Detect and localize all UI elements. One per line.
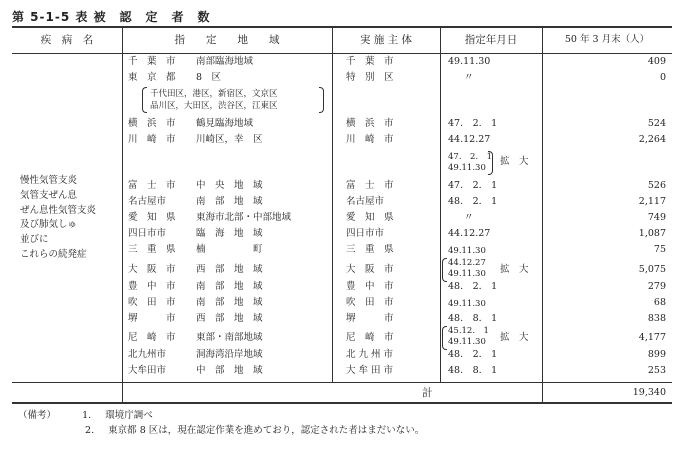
row-count: 68 bbox=[653, 297, 666, 308]
wards-bracket-right bbox=[319, 87, 324, 113]
certified-patients-table bbox=[12, 26, 672, 402]
total-label: 計 bbox=[422, 387, 433, 399]
rule-top bbox=[12, 26, 672, 28]
row-entity: 堺 市 bbox=[346, 313, 394, 324]
row-entity: 四日市市 bbox=[346, 228, 385, 239]
row-area: 臨 海 地 域 bbox=[196, 228, 263, 239]
row-area: 南部臨海地域 bbox=[196, 56, 254, 67]
row-count: 899 bbox=[647, 349, 666, 360]
row-city: 千 葉 市 bbox=[128, 56, 176, 67]
header-entity: 実 施 主 体 bbox=[359, 34, 412, 46]
disease-line: 気管支ぜん息 bbox=[20, 189, 78, 201]
row-count: 524 bbox=[647, 118, 666, 129]
row-date: 49.11.30 bbox=[448, 56, 491, 67]
row-entity: 横 浜 市 bbox=[346, 118, 394, 129]
row-date: 〃 bbox=[464, 72, 474, 83]
row-area: 南 部 地 域 bbox=[196, 281, 263, 292]
col-sep-3 bbox=[440, 26, 441, 382]
note-2-number: 2. bbox=[85, 425, 95, 436]
row-count: 1,087 bbox=[638, 228, 666, 239]
note-1-text: 環境庁調べ bbox=[105, 410, 153, 421]
row-date: 49.11.30 bbox=[448, 299, 486, 309]
notes bbox=[18, 408, 424, 438]
row-area: 東部・南部地域 bbox=[196, 332, 263, 343]
note-1-number: 1. bbox=[82, 410, 92, 421]
total-value: 19,340 bbox=[632, 387, 666, 398]
row-entity: 大 牟 田 市 bbox=[346, 365, 394, 376]
note-line-1 bbox=[18, 408, 424, 423]
row-entity: 北 九 州 市 bbox=[346, 349, 394, 360]
row-entity: 愛 知 県 bbox=[346, 212, 394, 223]
note-2-text: 東京都 8 区は，現在認定作業を進めており，認定された者はまだいない。 bbox=[108, 425, 425, 436]
note-line-2 bbox=[18, 423, 424, 438]
row-date: 47. 2. 1 bbox=[448, 180, 498, 191]
row-entity: 吹 田 市 bbox=[346, 297, 394, 308]
row-city: 四日市市 bbox=[128, 228, 167, 239]
row-area: 川崎区，幸 区 bbox=[196, 134, 263, 145]
row-count: 2,264 bbox=[638, 134, 666, 145]
osaka-exp-label: 拡 大 bbox=[500, 264, 529, 275]
row-area: 楠 町 bbox=[196, 244, 263, 255]
row-area: 南 部 地 域 bbox=[196, 297, 263, 308]
table-title: 第 5-1-5 表 被 認 定 者 数 bbox=[12, 10, 211, 24]
row-area: 中 部 地 域 bbox=[196, 365, 263, 376]
row-city: 尼 崎 市 bbox=[128, 332, 176, 343]
row-entity: 大 阪 市 bbox=[346, 264, 394, 275]
row-city: 大 阪 市 bbox=[128, 264, 176, 275]
row-count: 749 bbox=[647, 212, 666, 223]
disease-line: これらの続発症 bbox=[20, 248, 87, 260]
row-count: 409 bbox=[647, 56, 666, 67]
row-date: 48. 2. 1 bbox=[448, 349, 498, 360]
rule-bottom bbox=[12, 402, 672, 404]
row-date: 44.12.27 bbox=[448, 134, 491, 145]
row-city: 富 士 市 bbox=[128, 180, 176, 191]
row-count: 5,075 bbox=[638, 264, 666, 275]
row-date: 49.11.30 bbox=[448, 246, 486, 256]
row-date: 44.12.27 bbox=[448, 228, 491, 239]
disease-line: 慢性気管支炎 bbox=[20, 175, 78, 186]
row-count: 75 bbox=[653, 244, 666, 255]
col-sep-4 bbox=[542, 26, 543, 402]
row-area: 南 部 地 域 bbox=[196, 196, 263, 207]
col-sep-1 bbox=[122, 26, 123, 402]
header-count: 50 年 3 月末（人） bbox=[564, 34, 650, 45]
kawasaki-exp-label: 拡 大 bbox=[500, 156, 529, 167]
row-entity: 三 重 県 bbox=[346, 244, 394, 255]
osaka-exp-date1: 44.12.27 bbox=[448, 258, 486, 268]
row-date: 〃 bbox=[464, 212, 474, 223]
osaka-exp-date2: 49.11.30 bbox=[448, 269, 486, 279]
row-city: 横 浜 市 bbox=[128, 118, 176, 129]
osaka-bracket bbox=[442, 258, 447, 282]
row-city: 北九州市 bbox=[128, 349, 167, 360]
amagasaki-exp-date2: 49.11.30 bbox=[448, 337, 486, 347]
header-disease: 疾 病 名 bbox=[40, 34, 94, 46]
row-area: 西 部 地 域 bbox=[196, 313, 263, 324]
amagasaki-exp-label: 拡 大 bbox=[500, 332, 529, 343]
row-date: 48. 8. 1 bbox=[448, 313, 498, 324]
row-entity: 尼 崎 市 bbox=[346, 332, 394, 343]
row-entity: 名古屋市 bbox=[346, 196, 385, 207]
amagasaki-exp-date1: 45.12. 1 bbox=[448, 326, 489, 336]
wards-bracket-left bbox=[142, 87, 147, 113]
notes-label: （備考） bbox=[18, 410, 57, 421]
row-entity: 特 別 区 bbox=[346, 72, 394, 83]
row-city: 川 崎 市 bbox=[128, 134, 176, 145]
tokyo-wards-line2: 品川区，大田区，渋谷区，江東区 bbox=[150, 101, 278, 111]
row-count: 838 bbox=[647, 313, 666, 324]
disease-line: 及び肺気しゅ bbox=[20, 219, 78, 231]
kawasaki-exp-date2: 49.11.30 bbox=[448, 163, 486, 173]
row-entity: 川 崎 市 bbox=[346, 134, 394, 145]
col-sep-2 bbox=[332, 26, 333, 382]
row-count: 4,177 bbox=[638, 332, 666, 343]
row-area: 東海市北部・中部地域 bbox=[196, 212, 292, 223]
disease-line: 並びに bbox=[20, 234, 49, 246]
row-city: 大牟田市 bbox=[128, 365, 167, 376]
row-area: 鶴見臨海地域 bbox=[196, 118, 254, 129]
row-count: 526 bbox=[647, 180, 666, 191]
row-area: 中 央 地 域 bbox=[196, 180, 263, 191]
row-city: 名古屋市 bbox=[128, 196, 167, 207]
row-city: 吹 田 市 bbox=[128, 297, 176, 308]
row-date: 48. 2. 1 bbox=[448, 281, 498, 292]
kawasaki-exp-date1: 47. 2. 1 bbox=[448, 152, 493, 162]
row-count: 0 bbox=[659, 72, 666, 83]
row-city: 愛 知 県 bbox=[128, 212, 176, 223]
row-count: 2,117 bbox=[638, 196, 666, 207]
row-entity: 千 葉 市 bbox=[346, 56, 394, 67]
row-area: 洞海湾沿岸地域 bbox=[196, 349, 263, 360]
row-area: 8 区 bbox=[196, 72, 222, 83]
rule-total bbox=[12, 382, 672, 383]
row-city: 東 京 都 bbox=[128, 72, 176, 83]
row-area: 西 部 地 域 bbox=[196, 264, 263, 275]
header-date: 指定年月日 bbox=[464, 34, 518, 46]
row-entity: 富 士 市 bbox=[346, 180, 394, 191]
tokyo-wards-line1: 千代田区，港区，新宿区，文京区 bbox=[150, 89, 278, 99]
row-city: 堺 市 bbox=[128, 313, 176, 324]
row-city: 豊 中 市 bbox=[128, 281, 176, 292]
row-city: 三 重 県 bbox=[128, 244, 176, 255]
row-date: 48. 8. 1 bbox=[448, 365, 498, 376]
rule-header bbox=[12, 53, 672, 54]
row-count: 279 bbox=[647, 281, 666, 292]
disease-line: ぜん息性気管支炎 bbox=[20, 204, 97, 216]
row-date: 47. 2. 1 bbox=[448, 118, 498, 129]
row-date: 48. 2. 1 bbox=[448, 196, 498, 207]
row-entity: 豊 中 市 bbox=[346, 281, 394, 292]
amagasaki-bracket bbox=[442, 326, 447, 350]
row-count: 253 bbox=[647, 365, 666, 376]
header-area: 指 定 地 域 bbox=[174, 34, 280, 46]
disease-name bbox=[20, 174, 96, 263]
